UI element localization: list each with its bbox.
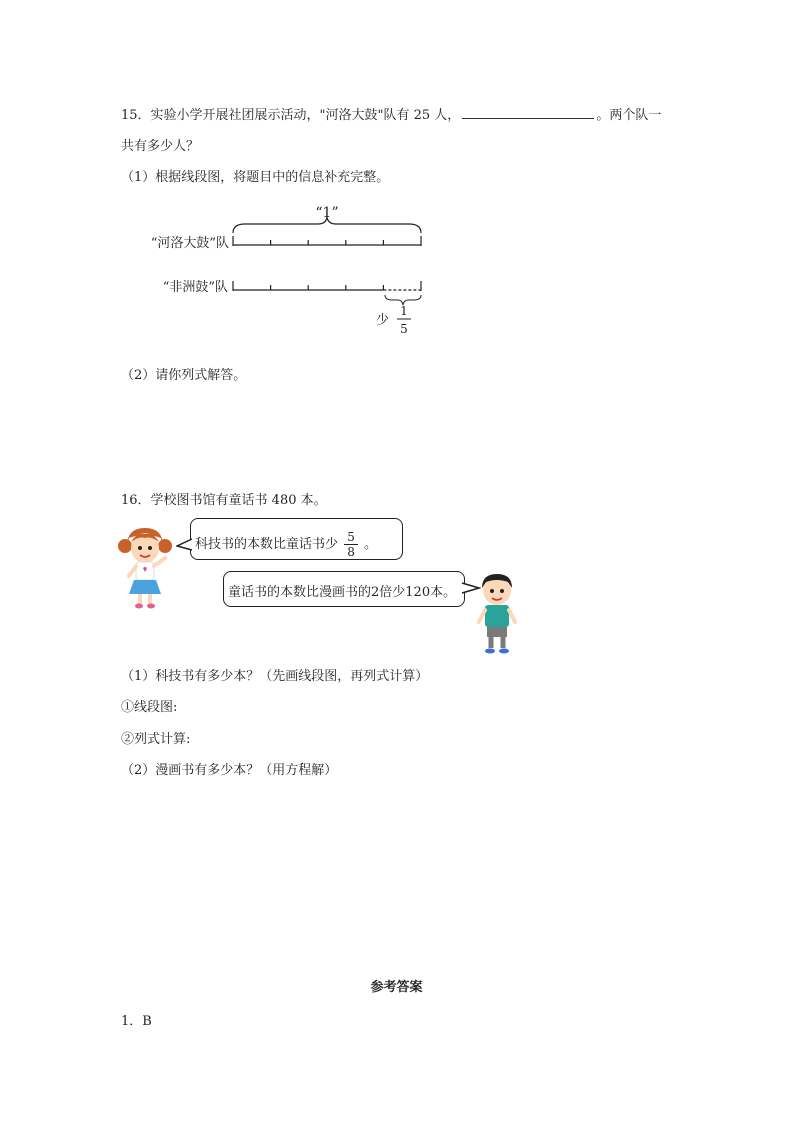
- bubble1-pointer: [176, 538, 194, 552]
- team1-segment-line: [233, 236, 421, 246]
- q15-intro-tail: 。两个队一: [596, 108, 662, 123]
- q16-step2: ②列式计算:: [121, 732, 191, 747]
- bubble1-fraction: [344, 530, 358, 559]
- q16-part1: （1）科技书有多少本？（先画线段图，再列式计算）: [121, 669, 429, 684]
- q15-intro: [121, 104, 661, 123]
- team2-segment-line: [233, 281, 421, 291]
- q15-answer-blank[interactable]: [462, 106, 594, 119]
- less-fraction-numerator: 1: [400, 304, 408, 318]
- q15-question-line: 共有多少人？: [121, 139, 200, 154]
- less-label: 少: [376, 313, 390, 328]
- one-brace: [233, 217, 421, 233]
- bubble1-content: [195, 530, 377, 559]
- team2-label: “非洲鼓”队: [162, 280, 228, 295]
- team1-label: “河洛大鼓”队: [150, 236, 229, 251]
- less-fraction-denominator: 5: [400, 322, 408, 336]
- q15-intro-text: 15．实验小学开展社团展示活动，"河洛大鼓"队有 25 人，: [121, 108, 461, 123]
- bubble2-text: 童话书的本数比漫画书的2倍少120本。: [228, 585, 457, 600]
- speech-bubble-boy: [223, 571, 465, 607]
- bubble1-fraction-numerator: 5: [347, 530, 355, 544]
- q15-part2: （2）请你列式解答。: [121, 368, 247, 383]
- girl-illustration: [117, 524, 173, 610]
- answer-1: 1．B: [121, 1014, 152, 1029]
- q16-part2: （2）漫画书有多少本？（用方程解）: [121, 763, 338, 778]
- one-label: “1”: [315, 205, 339, 221]
- bubble1-tail-text: 。: [364, 537, 378, 552]
- q16-step1: ①线段图:: [121, 700, 178, 715]
- line-segment-diagram: [0, 195, 793, 345]
- boy-illustration: [472, 570, 522, 656]
- bubble1-text: 科技书的本数比童话书少: [195, 537, 339, 552]
- q15-part1: （1）根据线段图，将题目中的信息补充完整。: [121, 170, 390, 185]
- speech-bubble-girl: [190, 518, 403, 560]
- answers-title: 参考答案: [370, 980, 423, 995]
- q16-intro: 16．学校图书馆有童话书 480 本。: [121, 493, 327, 508]
- bubble1-fraction-denominator: 8: [347, 545, 355, 559]
